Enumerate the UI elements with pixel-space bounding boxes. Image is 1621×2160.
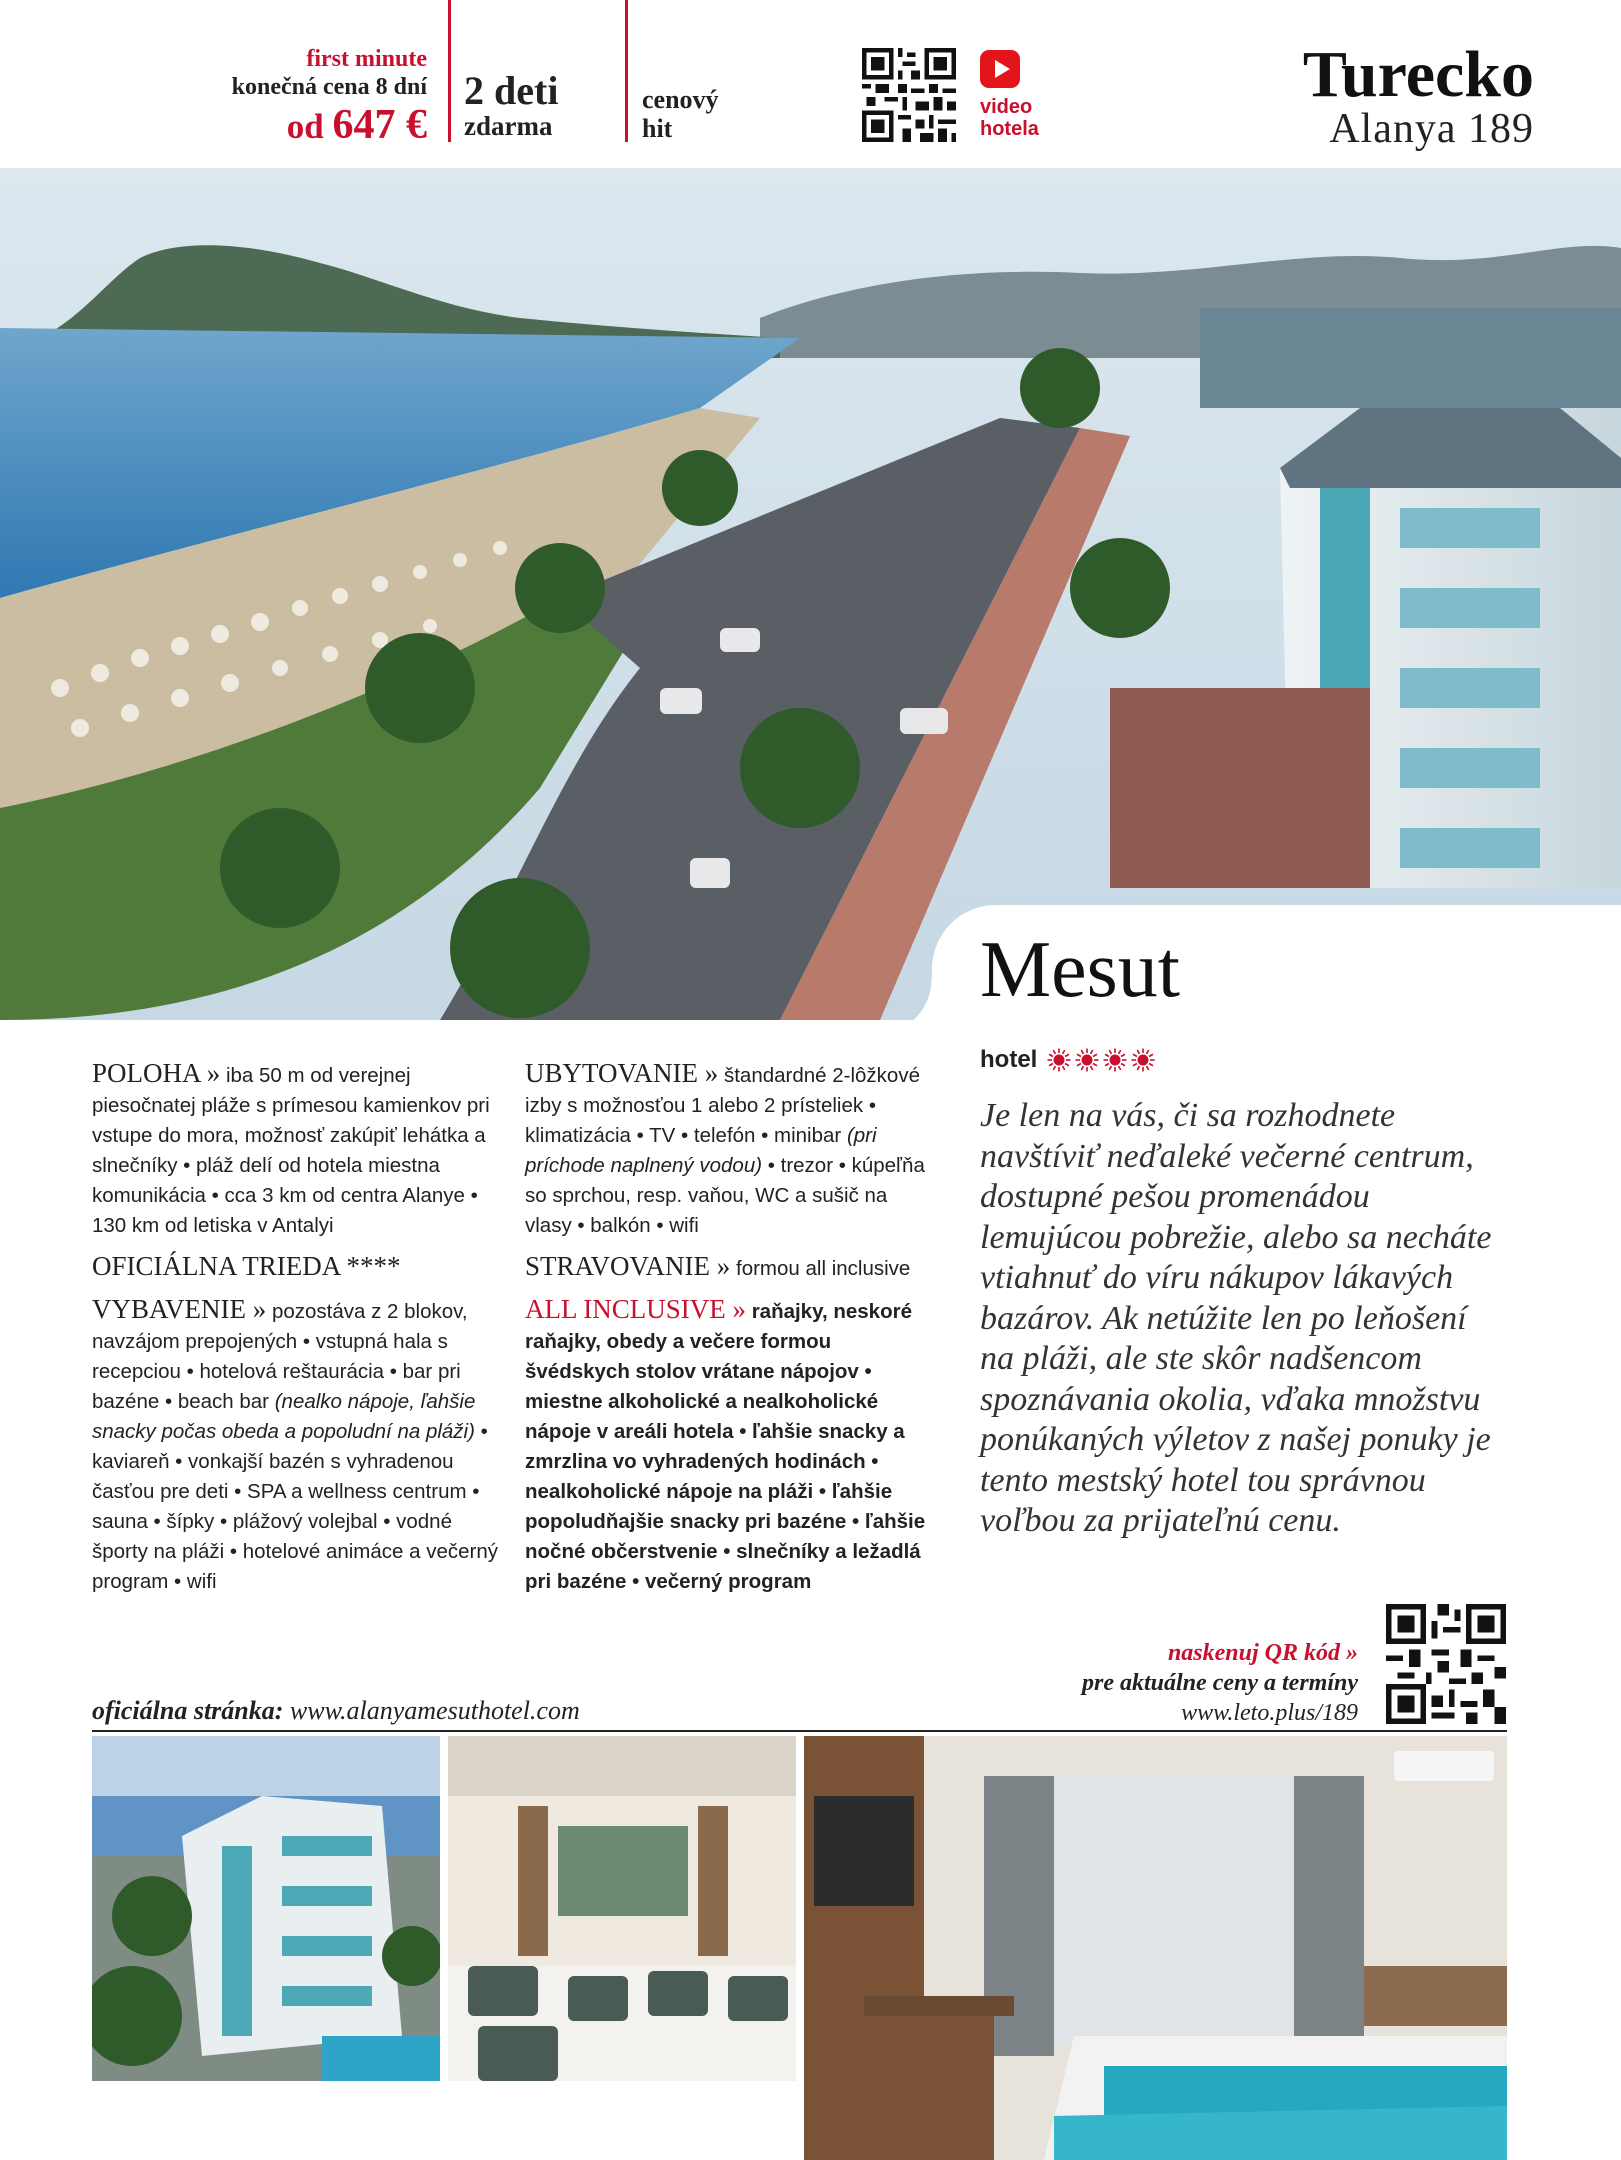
hotel-name: Mesut	[980, 926, 1180, 1014]
header-divider	[448, 0, 451, 142]
all-inclusive-keyword: ALL INCLUSIVE »	[525, 1294, 746, 1324]
accommodation-text-cont: • trezor • kúpeľňa so sprchou, resp. vaňou, WC a sušič na vlasy • balkón • wifi	[525, 1154, 925, 1237]
price-line	[232, 101, 427, 149]
section-accommodation	[525, 1058, 928, 1241]
video-label-line2: hotela	[980, 118, 1039, 140]
qr-scan-callout	[1082, 1638, 1358, 1728]
video-qr-code[interactable]	[862, 48, 956, 142]
info-column-left	[92, 1058, 512, 1597]
price-value: 647 €	[332, 102, 427, 149]
kids-free-badge	[464, 70, 558, 140]
header-divider	[625, 0, 628, 142]
star-icon	[1047, 1048, 1071, 1072]
offer-price-block	[232, 46, 427, 149]
facilities-keyword: VYBAVENIE »	[92, 1294, 267, 1324]
offer-label: first minute	[306, 46, 427, 72]
hotel-description: Je len na vás, či sa rozhodnete navštíviť neďaleké večerné centrum, dostupné pešou promenádou lemujúcou pobrežie, alebo sa necháte vtiahnuť do víru nákupov lákavých bazárov. Ak netúžite len po leňošení na pláži, ale ste skôr nadšencom spoznávania okolia, vďaka množstvu ponúkaných výletov z našej ponuky je tento mestský hotel tou správnou voľbou za prijateľnú cenu.	[980, 1097, 1492, 1539]
kids-free-label: zdarma	[464, 111, 553, 141]
accommodation-text: štandardné 2-lôžkové izby s možnosťou 1 alebo 2 prísteliek • klimatizácia • TV • telefón • minibar	[525, 1064, 920, 1147]
play-video-icon[interactable]	[980, 50, 1020, 88]
official-website-label: oficiálna stránka:	[92, 1696, 284, 1725]
hotel-intro-column	[980, 1046, 1500, 1542]
dining-text: formou all inclusive	[736, 1257, 911, 1280]
section-official-class	[92, 1251, 512, 1284]
hero-photo-promenade	[0, 168, 1621, 1020]
scan-qr-url[interactable]: www.leto.plus/189	[1181, 1700, 1358, 1726]
video-label-line1: video	[980, 96, 1033, 118]
hotel-category	[980, 1046, 1500, 1074]
info-column-middle	[525, 1058, 928, 1597]
price-prefix: od	[286, 107, 324, 147]
facilities-text-cont: • kaviareň • vonkajší bazén s vyhradenou časťou pre deti • SPA a wellness centrum • sauna • šípky • plážový volejbal • vodné športy na pláži • hotelové animáce a večerný program • wifi	[92, 1420, 499, 1593]
star-icon	[1131, 1048, 1155, 1072]
region-name: Alanya	[1329, 106, 1457, 152]
accommodation-keyword: UBYTOVANIE »	[525, 1058, 719, 1088]
facilities-text: pozostáva z 2 blokov, navzájom prepojených • vstupná hala s recepciou • hotelová reštaurácia • bar pri bazéne • beach bar	[92, 1300, 468, 1413]
final-price-label: konečná cena 8 dní	[231, 73, 427, 100]
section-dining	[525, 1251, 928, 1284]
location-text: iba 50 m od verejnej piesočnatej pláže s prímesou kamienkov pri vstupe do mora, možnosť zakúpiť lehátka a slnečníky • pláž delí od hotela miestna komunikácia • cca 3 km od centra Alanye • 130 km od letiska v Antalyi	[92, 1064, 490, 1237]
price-hit-line1: cenový	[642, 85, 719, 114]
hotel-category-label: hotel	[980, 1046, 1038, 1073]
accommodation-note: (pri príchode naplnený vodou)	[525, 1124, 877, 1177]
dining-keyword: STRAVOVANIE »	[525, 1251, 731, 1281]
official-website-url[interactable]: www.alanyamesuthotel.com	[289, 1696, 580, 1725]
footer-divider	[92, 1730, 1507, 1732]
official-class-keyword: OFICIÁLNA TRIEDA ****	[92, 1251, 401, 1281]
star-rating	[1047, 1048, 1155, 1072]
section-facilities	[92, 1294, 512, 1597]
photo-hotel-room	[804, 1736, 1507, 2160]
video-label[interactable]	[980, 96, 1039, 140]
section-all-inclusive	[525, 1294, 928, 1597]
kids-count: 2 deti	[464, 68, 559, 113]
photo-hotel-lobby	[448, 1736, 796, 2081]
region-page-line	[1303, 108, 1534, 150]
destination-header	[1302, 38, 1534, 152]
prices-qr-code[interactable]	[1386, 1604, 1506, 1724]
price-hit-line2: hit	[642, 113, 673, 143]
location-keyword: POLOHA »	[92, 1058, 221, 1088]
price-hit-badge	[642, 86, 719, 143]
scan-qr-subtitle: pre aktuálne ceny a termíny	[1082, 1670, 1358, 1696]
country-title: Turecko	[1302, 38, 1534, 111]
star-icon	[1075, 1048, 1099, 1072]
all-inclusive-text: raňajky, neskoré raňajky, obedy a večere formou švédskych stolov vrátane nápojov • miestne alkoholické a nealkoholické nápoje v areáli hotela • ľahšie snacky a zmrzlina vo vyhradených hodinách • nealkoholické nápoje na pláži • ľahšie popoludňajšie snacky pri bazéne • ľahšie nočné občerstvenie • slnečníky a ležadlá pri bazéne • večerný program	[525, 1300, 926, 1593]
section-location	[92, 1058, 512, 1241]
scan-qr-label: naskenuj QR kód »	[1167, 1640, 1358, 1666]
page-number: 189	[1468, 106, 1534, 152]
star-icon	[1103, 1048, 1127, 1072]
facilities-note: (nealko nápoje, ľahšie snacky počas obeda a popoludní na pláži)	[92, 1390, 476, 1443]
official-website	[92, 1696, 580, 1726]
photo-hotel-exterior	[92, 1736, 440, 2081]
